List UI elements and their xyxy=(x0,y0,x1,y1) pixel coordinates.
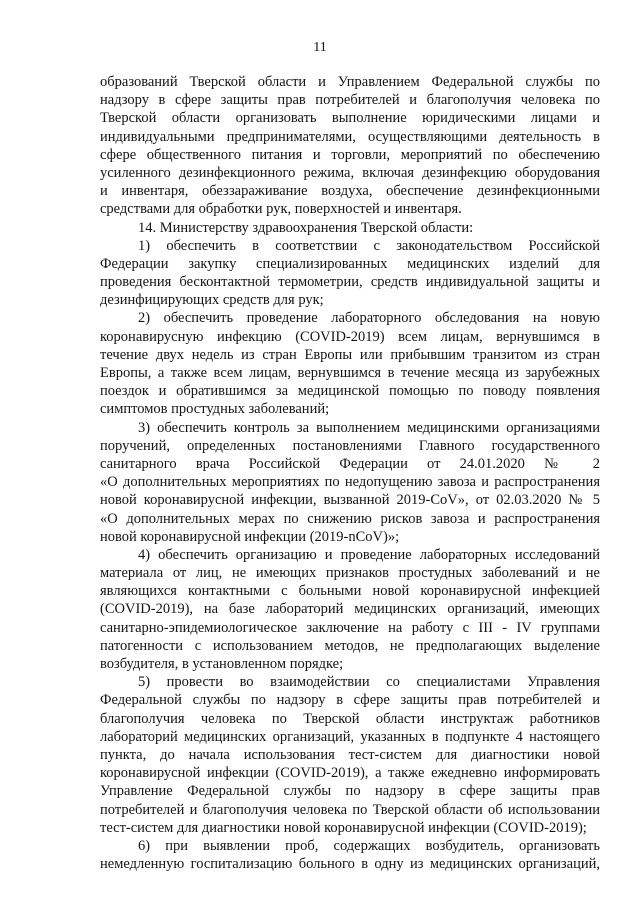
text-line: Тверской области организовать выполнение юридическими лицами и xyxy=(100,110,600,127)
text-line: санитарно-эпидемиологическое заключение на работу с III - IV группами xyxy=(100,619,600,636)
text-line: 1) обеспечить в соответствии с законодательством Российской xyxy=(138,237,600,254)
text-line: 6) при выявлении проб, содержащих возбудитель, организовать xyxy=(138,837,600,854)
text-line: 14. Министерству здравоохранения Тверской области: xyxy=(138,219,474,236)
text-line: материала от лиц, не имеющих признаков простудных заболеваний и не xyxy=(100,565,600,582)
text-line: немедленную госпитализацию больного в одну из медицинских организаций, xyxy=(100,856,600,873)
text-line: сфере общественного питания и торговли, мероприятий по обеспечению xyxy=(100,146,600,163)
text-line: поездок и обратившимся за медицинской помощью по поводу появления xyxy=(100,383,600,400)
text-line: потребителей и благополучия человека по Тверской области об использовании xyxy=(100,801,600,818)
text-line: и инвентаря, обеззараживание воздуха, обеспечение дезинфекционными xyxy=(100,183,600,200)
text-line: благополучия человека по Тверской области инструктаж работников xyxy=(100,710,600,727)
text-line: дезинфицирующих средств для рук; xyxy=(100,292,324,309)
text-line: 4) обеспечить организацию и проведение лабораторных исследований xyxy=(138,546,600,563)
text-line: течение двух недель из стран Европы или прибывшим транзитом из стран xyxy=(100,346,600,363)
document-body xyxy=(100,73,600,873)
text-line: образований Тверской области и Управлением Федеральной службы по xyxy=(100,74,600,90)
text-line: проведения бесконтактной термометрии, средств индивидуальной защиты и xyxy=(100,274,600,291)
text-line: являющихся контактными с больными новой коронавирусной инфекцией xyxy=(100,583,600,600)
text-line: 2) обеспечить проведение лабораторного обследования на новую xyxy=(138,310,600,327)
text-line: (COVID-2019), на базе лабораторий медицинских организаций, имеющих xyxy=(100,601,600,618)
text-line: коронавирусную инфекцию (COVID-2019) всем лицам, вернувшимся в xyxy=(100,328,600,345)
text-line: «О дополнительных мерах по снижению рисков завоза и распространения xyxy=(100,510,600,527)
text-line: «О дополнительных мероприятиях по недопущению завоза и распространения xyxy=(100,474,600,491)
text-line: пункта, до начала использования тест-систем для диагностики новой xyxy=(100,746,600,763)
text-line: 3) обеспечить контроль за выполнением медицинскими организациями xyxy=(138,419,600,436)
text-line: лабораторий медицинских организаций, указанных в подпункте 4 настоящего xyxy=(100,728,600,745)
text-line: Федеральной службы по надзору в сфере защиты прав потребителей и xyxy=(100,692,600,709)
text-line: Федерации закупку специализированных медицинских изделий для xyxy=(100,255,600,272)
text-line: тест-систем для диагностики новой коронавирусной инфекции (COVID-2019); xyxy=(100,819,587,836)
page-number: 11 xyxy=(313,40,327,55)
text-line: симптомов простудных заболеваний; xyxy=(100,401,330,418)
text-line: индивидуальными предпринимателями, осуществляющими деятельность в xyxy=(100,128,600,145)
text-line: поручений, определенных постановлениями Главного государственного xyxy=(100,437,600,454)
text-line: патогенности с использованием методов, не предполагающих выделение xyxy=(100,637,600,654)
text-line: усиленного дезинфекционного режима, включая дезинфекцию оборудования xyxy=(100,164,600,181)
text-line: возбудителя, в установленном порядке; xyxy=(100,656,344,672)
text-line: новой коронавирусной инфекции (2019-nCoV)»; xyxy=(100,528,400,545)
text-line: 5) провести во взаимодействии со специалистами Управления xyxy=(138,674,600,691)
text-line: средствами для обработки рук, поверхностей и инвентаря. xyxy=(100,201,462,218)
text-line: надзору в сфере защиты прав потребителей и благополучия человека по xyxy=(100,92,600,109)
text-line: Управление Федеральной службы по надзору в сфере защиты прав xyxy=(100,783,600,800)
text-line: новой коронавирусной инфекции, вызванной 2019-CoV», от 02.03.2020 № 5 xyxy=(100,492,600,509)
text-line: Европы, а также всем лицам, вернувшимся в течение месяца из зарубежных xyxy=(100,365,600,381)
text-line: коронавирусной инфекции (COVID-2019), а также ежедневно информировать xyxy=(100,765,600,782)
text-line: санитарного врача Российской Федерации от 24.01.2020 № 2 xyxy=(100,455,600,472)
